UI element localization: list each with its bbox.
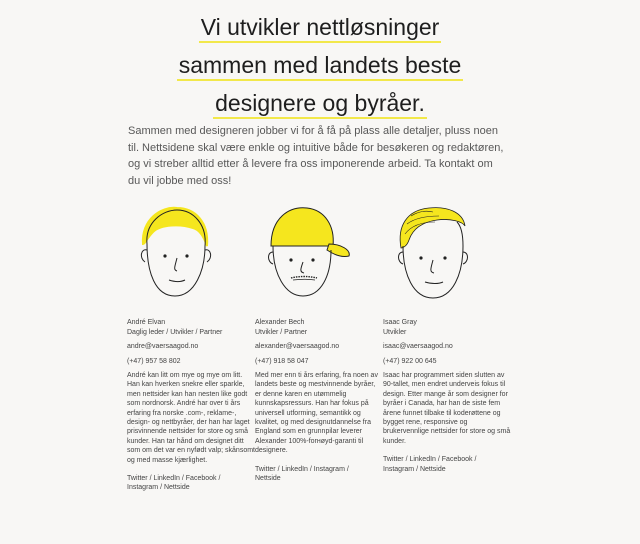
email-link[interactable]: alexander@vaersaagod.no xyxy=(255,343,340,350)
email-link[interactable]: isaac@vaersaagod.no xyxy=(383,343,453,350)
twitter-link[interactable]: Twitter xyxy=(383,456,404,464)
person-name: Alexander Bech xyxy=(255,319,305,326)
person-card-alexander xyxy=(255,200,383,483)
social-links: Twitter / LinkedIn / Instagram / Nettside xyxy=(255,465,349,483)
headline-line-3: designere og byråer. xyxy=(213,90,427,119)
andre-portrait-illustration xyxy=(121,200,231,310)
headline-line-1: Vi utvikler nettløsninger xyxy=(199,14,442,43)
email-link[interactable]: andre@vaersaagod.no xyxy=(127,343,199,350)
person-role: Utvikler / Partner xyxy=(255,328,308,336)
person-name: Isaac Gray xyxy=(383,319,417,326)
page-headline xyxy=(0,10,640,124)
instagram-link[interactable]: Instagram xyxy=(313,465,345,473)
website-link[interactable]: Nettside xyxy=(419,465,446,473)
person-role: Utvikler xyxy=(383,328,407,336)
facebook-link[interactable]: Facebook xyxy=(441,456,473,464)
social-links: Twitter / LinkedIn / Facebook / Instagram / Nettside xyxy=(383,456,477,473)
twitter-link[interactable]: Twitter xyxy=(255,465,276,473)
isaac-portrait-illustration xyxy=(377,200,487,310)
linkedin-link[interactable]: LinkedIn xyxy=(409,456,436,464)
instagram-link[interactable]: Instagram xyxy=(383,465,415,473)
person-card-isaac xyxy=(383,200,511,474)
social-links: Twitter / LinkedIn / Facebook / Instagram / Nettside xyxy=(127,475,221,492)
person-role: Daglig leder / Utvikler / Partner xyxy=(127,328,223,336)
website-link[interactable]: Nettside xyxy=(255,475,281,483)
person-name: André Elvan xyxy=(127,319,166,326)
linkedin-link[interactable]: LinkedIn xyxy=(153,475,180,483)
linkedin-link[interactable]: LinkedIn xyxy=(281,465,308,473)
intro-paragraph: Sammen med designeren jobber vi for å få på plass alle detaljer, pluss noen til. Nettsidene skal være enkle og intuitive både for besøkeren og redaktøren, og vi streber alltid etter å levere fra oss imponerende arbeid. Ta kontakt om du vil jobbe med oss! xyxy=(128,125,504,187)
phone-number[interactable]: (+47) 957 58 802 xyxy=(127,357,181,365)
alexander-portrait-illustration xyxy=(249,200,359,310)
twitter-link[interactable]: Twitter xyxy=(127,475,148,483)
phone-number[interactable]: (+47) 922 00 645 xyxy=(383,357,437,365)
facebook-link[interactable]: Facebook xyxy=(185,475,217,483)
person-bio: Isaac har programmert siden slutten av 90-tallet, men endret underveis fokus til design. Etter mange år som designer for byråer i Canada, har han de siste fem årene funnet tilbake til koderøttene og bygget rene, responsive og brukervennlige nettsider for store og små kunder. xyxy=(383,372,511,445)
instagram-link[interactable]: Instagram xyxy=(127,484,159,492)
headline-line-2: sammen med landets beste xyxy=(177,52,464,81)
person-card-andre xyxy=(127,200,255,493)
person-bio: André kan litt om mye og mye om litt. Han kan hverken snekre eller sparkle, men nettsider kan han nesten like godt som nordnorsk. André har over ti års erfaring fra norske .com-, reklame-, design- og nettbyråer, der han har laget prisvinnende nettsider for store og små kunder. Han tar hånd om designet ditt som om det var en nyfødt valp; skånsomt og med masse kjærlighet. xyxy=(127,372,255,464)
phone-number[interactable]: (+47) 918 58 047 xyxy=(255,357,309,365)
person-bio: Med mer enn ti års erfaring, fra noen av landets beste og mestvinnende byråer, er denne karen en utømmelig kunnskapsressurs. Han har fokus på universell utforming, semantikk og kvalitet, og med designutdannelse fra England som en grunnpilar leverer Alexander 100%-forнøyd-garanti til designere. xyxy=(255,372,378,455)
website-link[interactable]: Nettside xyxy=(163,484,190,492)
